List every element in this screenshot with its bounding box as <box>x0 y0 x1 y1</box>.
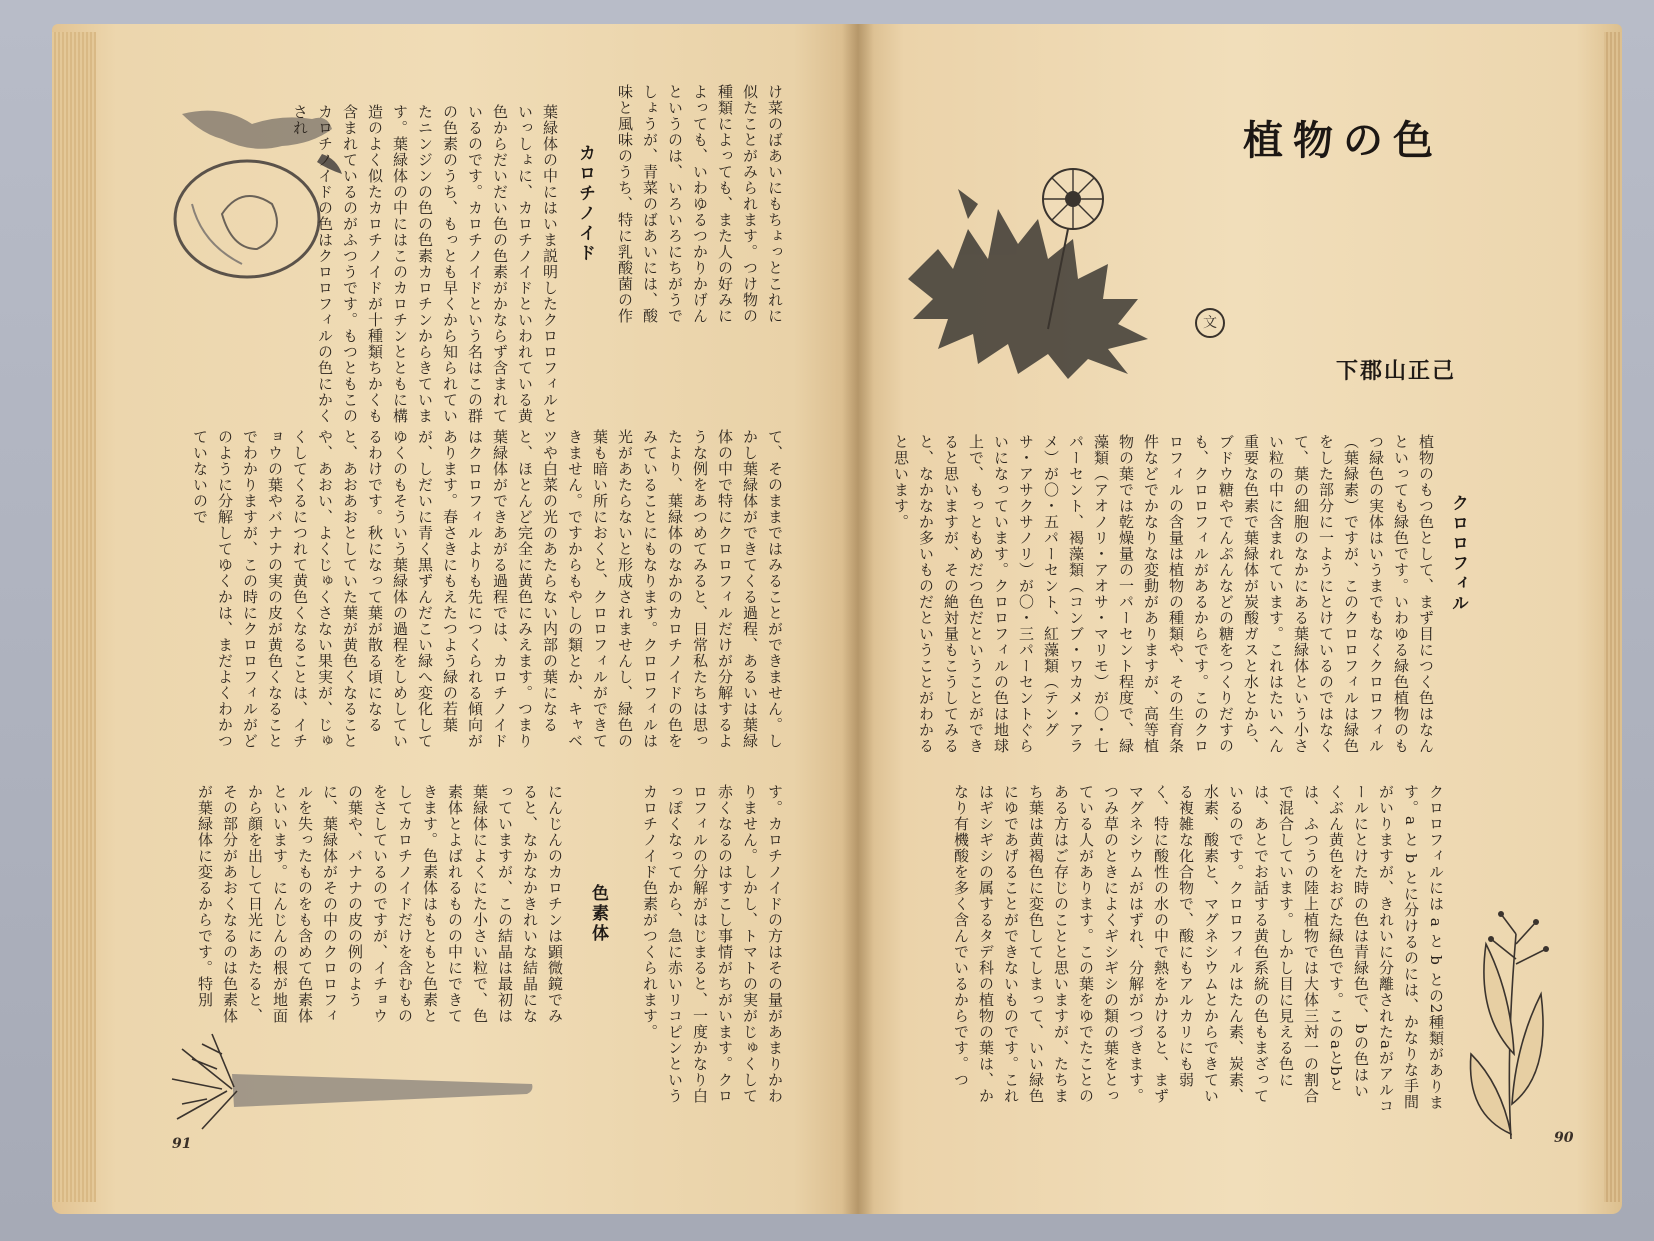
text-column: 葉緑体の中にはいま説明したクロロフィルといっしょに、カロチノイドといわれている黄色からだいだい色の色素がかならず含まれているのです。カロチノイドという名はこの群の色素のうち、もっとも早くから知られていたニンジンの色の色素カロチンからきています。葉緑体の中にはこのカロチンとともに構造のよく似たカロチノイドが十種類ちかくも含まれているのがふつうです。もつともこのカロチノイドの色はクロロフィルの色にかくされ <box>291 104 559 424</box>
text-column: クロロフィルには a と b との2種類がありま す。a と b とに分けるのには、かなりな手間がいりますが、きれいに分離されたaがアルコールにとけた時の色は青緑色で、bの色はいくぶん黄色をおびた緑色です。このaとbとは、ふつうの陸上植物では大体三対一の割合で混合しています。しかし目に見える色には、あとでお話する黄色系統の色もまざっているのです。クロロフィルはたん素、炭素、水素、酸素と、マグネシウムとからできている複雑な化合物で、酸にもアルカリにも弱く、特に酸性の水の中で熱をかけると、まずマグネシウムがはずれ、分解がつづきます。つみ草のときによくギシギシの類の葉をとっている人があります。この葉をゆでたことのある方はご存じのことと思いますが、たちまち葉は黄褐色に変色してしまって、いい緑色にゆであげることができないものです。これはギシギシの属するタデ科の植物の葉は、かなり有機酸を多く含んでいるからです。つ <box>952 784 1445 1114</box>
stamp-seal: 文 <box>1195 308 1225 338</box>
author-name: 下郡山正己 <box>1336 358 1457 384</box>
open-book <box>52 24 1622 1214</box>
right-page <box>858 24 1622 1214</box>
text-column: 植物のもつ色として、まず目につく色はなんといっても緑色です。いわゆる緑色植物のもつ緑色の実体はいうまでもなくクロロフィル（葉緑素）ですが、このクロロフィルは緑色をした部分に一ようにとけているのではなくて、葉の細胞のなかにある葉緑体という小さい粒の中に含まれています。これはたいへん重要な色素で葉緑体が炭酸ガスと水とから、ブドウ糖やでんぷんなどの糖をつくりだすのも、クロロフィルがあるからです。このクロロフィルの含量は植物の種類や、その生育条件などでかなりな変動がありますが、高等植物の葉では乾燥量の一パーセント程度で、緑藻類（アオノリ・アオサ・マリモ）が〇・七パーセント、褐藻類（コンブ・ワカメ・アラメ）が〇・五パーセント、紅藻類（テングサ・アサクサノリ）が〇・三パーセントぐらいになっています。クロロフィルの色は地球上で、もっともめだつ色だということができると思いますが、その絶対量もこうしてみると、なかなか多いものだということがわかると思います。 <box>892 434 1435 754</box>
carrot-illustration <box>162 1029 542 1139</box>
plant-illustration <box>1456 904 1566 1144</box>
text-column: て、そのままではみることができません。しかし葉緑体ができてくる過程、あるいは葉緑体の中で特にクロロフィルだけが分解するような例をあつめてみると、日常私たちは思ったより、葉緑体のなかのカロチノイドの色をみていることにもなります。クロロフィルは光があたらないと形成されませんし、緑色の葉も暗い所におくと、クロロフィルができてきません。ですからもやしの類とか、キャベツや白菜の光のあたらない内部の葉になると、ほとんど完全に黄色にみえます。つまり葉緑体ができあがる過程では、カロチノイドはクロロフィルよりも先につくられる傾向があります。春さきにもえたつよう緑の若葉が、しだいに青く黒ずんだこい緑へ変化してゆくのもそういう葉緑体の過程をしめしているわけです。秋になって葉が散る頃になると、あおあおとしていた葉が黄色くなることや、あおい、よくじゅくさない果実が、じゅくしてくるにつれて黄色くなることは、イチョウの葉やバナナの実の皮が黄色くなることでわかりますが、この時にクロロフィルがどのように分解してゆくかは、まだよくわかつていないので <box>191 429 784 749</box>
dandelion-illustration <box>898 149 1168 379</box>
page-number: 90 <box>1554 1130 1574 1146</box>
section-heading-carotenoid: カロチノイド <box>575 144 595 264</box>
page-edges <box>1604 32 1622 1202</box>
text-column: にんじんのカロチンは顕微鏡でみると、なかなかきれいな結晶になっていますが、この結晶は最初は葉緑体によくにた小さい粒で、色素体とよばれるものの中にできてきます。色素体はもともと色素としてカロチノイドだけを含むものをさしているのですが、イチョウの葉や、バナナの皮の例のように、葉緑体がその中のクロロフィルを失ったものをも含めて色素体といいます。にんじんの根が地面から顔を出して日光にあたると、その部分があおくなるのは色素体が葉緑体に変るからです。特別 <box>196 784 564 1024</box>
text-column: け菜のばあいにもちょっとこれに似たことがみられます。つけ物の種類によっても、また人の好みによっても、いわゆるつかりかげんというのは、いろいろにちがうでしょうが、青菜のばあいには、酸味と風味のうち、特に乳酸菌の作 <box>616 84 784 324</box>
page-edges <box>52 32 96 1202</box>
book-gutter <box>842 24 874 1214</box>
left-page <box>52 24 858 1214</box>
section-heading-chlorophyll: クロロフィル <box>1448 494 1468 614</box>
text-column: す。カロチノイドの方はその量があまりかわりません。しかし、トマトの実がじゅくして赤くなるのはすこし事情がちがいます。クロロフィルの分解がはじまると、一度かなり白っぽくなってから、急に赤いリコピンというカロチノイド色素がつくられます。 <box>641 784 784 1104</box>
page-number: 91 <box>172 1136 192 1152</box>
section-heading-plastid: 色素体 <box>588 884 608 944</box>
article-title: 植物の色 <box>1243 117 1443 164</box>
